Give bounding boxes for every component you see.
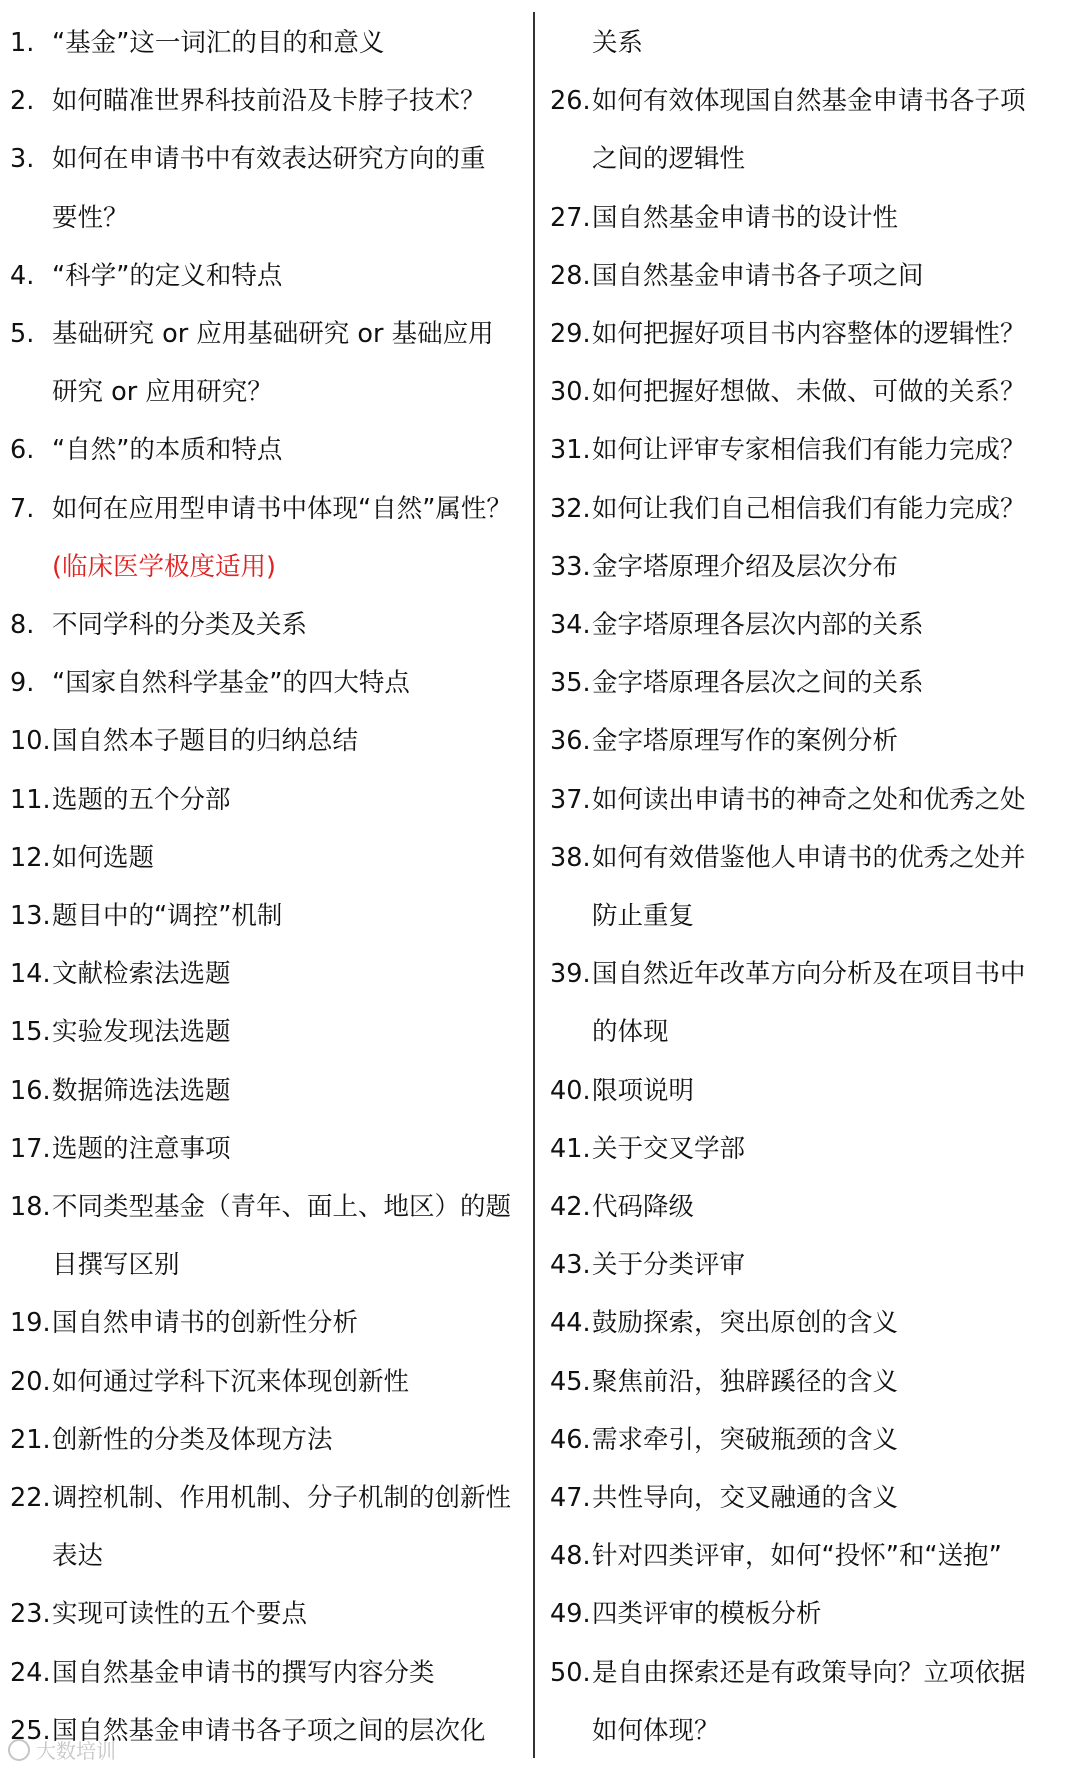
item-text: “科学”的定义和特点	[52, 260, 283, 291]
item-text: 防止重复	[592, 901, 695, 932]
list-item	[550, 887, 1072, 945]
list-item	[10, 945, 526, 1003]
item-number: 22.	[10, 1483, 51, 1514]
list-item	[550, 538, 1072, 596]
item-text: 研究 or 应用研究？	[52, 377, 273, 408]
item-text: 关于分类评审	[592, 1250, 746, 1281]
left-column	[10, 14, 526, 1760]
item-number: 49.	[550, 1599, 591, 1630]
item-number: 43.	[550, 1250, 591, 1281]
item-text: 如何把握好项目书内容整体的逻辑性？	[592, 319, 1026, 350]
item-number: 42.	[550, 1192, 591, 1223]
item-number: 33.	[550, 551, 591, 582]
item-number: 16.	[10, 1075, 51, 1106]
item-text: 金字塔原理介绍及层次分布	[592, 551, 899, 582]
item-text: 代码降级	[592, 1192, 695, 1223]
list-item	[10, 1062, 526, 1120]
item-number: 15.	[10, 1017, 51, 1048]
list-item	[10, 654, 526, 712]
list-item	[10, 771, 526, 829]
item-number: 38.	[550, 842, 591, 873]
list-item	[10, 1585, 526, 1643]
item-text: 金字塔原理写作的案例分析	[592, 726, 899, 757]
item-number: 36.	[550, 726, 591, 757]
list-item	[10, 1294, 526, 1352]
item-text: 数据筛选法选题	[52, 1075, 231, 1106]
item-text: 限项说明	[592, 1075, 695, 1106]
item-text: 如何在申请书中有效表达研究方向的重	[52, 144, 486, 175]
list-item	[550, 1702, 1072, 1760]
list-item	[10, 480, 526, 538]
item-number: 24.	[10, 1657, 51, 1688]
item-number	[10, 363, 52, 421]
list-item	[10, 596, 526, 654]
list-item	[10, 1644, 526, 1702]
item-number: 29.	[550, 319, 591, 350]
item-text: 如何在应用型申请书中体现“自然”属性？	[52, 493, 512, 524]
right-column	[550, 14, 1072, 1760]
item-text: 如何瞄准世界科技前沿及卡脖子技术？	[52, 86, 486, 117]
item-number: 44.	[550, 1308, 591, 1339]
item-number: 28.	[550, 260, 591, 291]
item-text: 关系	[592, 28, 644, 58]
list-item	[10, 1411, 526, 1469]
item-number	[550, 887, 592, 945]
list-item	[550, 1062, 1072, 1120]
list-item	[550, 1003, 1072, 1061]
item-text: 是自由探索还是有政策导向？立项依据	[592, 1657, 1026, 1688]
list-item	[550, 1353, 1072, 1411]
item-text: 如何让评审专家相信我们有能力完成？	[592, 435, 1026, 466]
list-item	[10, 1527, 526, 1585]
item-number	[550, 1702, 592, 1760]
item-number: 25.	[10, 1715, 51, 1746]
list-item	[10, 421, 526, 479]
item-text: 关于交叉学部	[592, 1133, 746, 1164]
item-number	[10, 189, 52, 247]
item-number: 31.	[550, 435, 591, 466]
item-text: 选题的五个分部	[52, 784, 231, 815]
item-number	[550, 1003, 592, 1061]
item-text: 调控机制、作用机制、分子机制的创新性	[52, 1483, 512, 1514]
list-item	[10, 1236, 526, 1294]
item-number: 11.	[10, 784, 51, 815]
watermark	[8, 1735, 116, 1764]
list-item	[550, 771, 1072, 829]
list-item	[550, 1469, 1072, 1527]
list-item	[550, 72, 1072, 130]
list-item	[550, 1411, 1072, 1469]
list-item	[550, 130, 1072, 188]
item-text: “自然”的本质和特点	[52, 435, 283, 466]
item-number: 1.	[10, 28, 35, 58]
item-text: 如何体现？	[592, 1715, 720, 1746]
item-number: 21.	[10, 1424, 51, 1455]
item-number: 19.	[10, 1308, 51, 1339]
item-text: 国自然基金申请书各子项之间的层次化	[52, 1715, 486, 1746]
item-number: 5.	[10, 319, 35, 350]
list-item	[10, 363, 526, 421]
list-item	[550, 1644, 1072, 1702]
list-item	[10, 14, 526, 72]
item-text: 国自然基金申请书的设计性	[592, 202, 899, 233]
list-item	[550, 596, 1072, 654]
item-text: 针对四类评审，如何“投怀”和“送抱”	[592, 1541, 1002, 1572]
list-item	[10, 1003, 526, 1061]
item-number: 13.	[10, 901, 51, 932]
list-item	[550, 1236, 1072, 1294]
list-item	[10, 247, 526, 305]
watermark-logo-icon	[8, 1739, 30, 1761]
list-item	[10, 712, 526, 770]
item-text: 需求牵引，突破瓶颈的含义	[592, 1424, 899, 1455]
item-text: 要性？	[52, 202, 129, 233]
list-item	[550, 305, 1072, 363]
item-text: 目撰写区别	[52, 1250, 180, 1281]
item-text: 创新性的分类及体现方法	[52, 1424, 333, 1455]
item-text: 共性导向，交叉融通的含义	[592, 1483, 899, 1514]
item-text: 如何把握好想做、未做、可做的关系？	[592, 377, 1026, 408]
item-number: 23.	[10, 1599, 51, 1630]
item-number: 18.	[10, 1192, 51, 1223]
item-number	[550, 14, 592, 72]
list-item	[550, 945, 1072, 1003]
item-text: 不同学科的分类及关系	[52, 610, 308, 641]
list-item	[10, 1469, 526, 1527]
item-text: 金字塔原理各层次内部的关系	[592, 610, 924, 641]
list-item	[550, 654, 1072, 712]
item-text: 基础研究 or 应用基础研究 or 基础应用	[52, 319, 494, 350]
item-number: 26.	[550, 86, 591, 117]
list-item	[10, 189, 526, 247]
list-item	[10, 887, 526, 945]
item-number: 45.	[550, 1366, 591, 1397]
item-text: 如何通过学科下沉来体现创新性	[52, 1366, 410, 1397]
item-text: 选题的注意事项	[52, 1133, 231, 1164]
item-text: 题目中的“调控”机制	[52, 901, 283, 932]
list-item	[550, 1527, 1072, 1585]
item-number	[550, 130, 592, 188]
list-item	[10, 829, 526, 887]
watermark-text: 大数培训	[36, 1739, 116, 1763]
item-number	[10, 1236, 52, 1294]
item-text: 如何有效体现国自然基金申请书各子项	[592, 86, 1026, 117]
list-item	[550, 1120, 1072, 1178]
item-number: 6.	[10, 435, 35, 466]
list-item	[550, 247, 1072, 305]
item-text: 如何有效借鉴他人申请书的优秀之处并	[592, 842, 1026, 873]
item-text: “基金”这一词汇的目的和意义	[52, 28, 385, 58]
list-item	[550, 1178, 1072, 1236]
list-item	[10, 1178, 526, 1236]
column-divider	[533, 12, 535, 1758]
list-item	[550, 1585, 1072, 1643]
item-text: 聚焦前沿，独辟蹊径的含义	[592, 1366, 899, 1397]
item-text: 文献检索法选题	[52, 959, 231, 990]
item-number: 32.	[550, 493, 591, 524]
item-text: 金字塔原理各层次之间的关系	[592, 668, 924, 699]
list-item	[550, 1294, 1072, 1352]
list-item	[550, 363, 1072, 421]
list-item	[550, 829, 1072, 887]
item-number: 14.	[10, 959, 51, 990]
item-number: 4.	[10, 260, 35, 291]
item-number: 39.	[550, 959, 591, 990]
list-item	[10, 72, 526, 130]
item-number: 17.	[10, 1133, 51, 1164]
list-item	[550, 421, 1072, 479]
item-number	[10, 538, 52, 596]
item-text: 国自然基金申请书各子项之间	[592, 260, 924, 291]
list-item-note	[10, 538, 526, 596]
list-item	[550, 712, 1072, 770]
item-text: 国自然基金申请书的撰写内容分类	[52, 1657, 435, 1688]
list-item	[10, 130, 526, 188]
item-number	[10, 1527, 52, 1585]
item-number: 37.	[550, 784, 591, 815]
item-note: (临床医学极度适用)	[52, 551, 276, 582]
item-number: 46.	[550, 1424, 591, 1455]
item-text: 不同类型基金（青年、面上、地区）的题	[52, 1192, 512, 1223]
item-number: 12.	[10, 842, 51, 873]
item-text: 国自然近年改革方向分析及在项目书中	[592, 959, 1026, 990]
item-number: 34.	[550, 610, 591, 641]
item-text: 实现可读性的五个要点	[52, 1599, 308, 1630]
list-item	[550, 480, 1072, 538]
list-item	[550, 14, 1072, 72]
list-item	[10, 1120, 526, 1178]
item-text: 表达	[52, 1541, 104, 1572]
list-item	[550, 189, 1072, 247]
item-number: 2.	[10, 86, 35, 117]
item-text: 如何读出申请书的神奇之处和优秀之处	[592, 784, 1026, 815]
item-number: 9.	[10, 668, 35, 699]
item-number: 35.	[550, 668, 591, 699]
item-number: 40.	[550, 1075, 591, 1106]
item-number: 30.	[550, 377, 591, 408]
item-text: “国家自然科学基金”的四大特点	[52, 668, 410, 699]
item-number: 8.	[10, 610, 35, 641]
item-number: 27.	[550, 202, 591, 233]
item-number: 3.	[10, 144, 35, 175]
item-text: 如何让我们自己相信我们有能力完成？	[592, 493, 1026, 524]
item-text: 实验发现法选题	[52, 1017, 231, 1048]
list-item	[10, 305, 526, 363]
item-number: 41.	[550, 1133, 591, 1164]
item-number: 48.	[550, 1541, 591, 1572]
item-number: 10.	[10, 726, 51, 757]
item-text: 如何选题	[52, 842, 155, 873]
item-number: 7.	[10, 493, 35, 524]
item-number: 47.	[550, 1483, 591, 1514]
item-text: 之间的逻辑性	[592, 144, 746, 175]
item-text: 国自然本子题目的归纳总结	[52, 726, 359, 757]
item-text: 四类评审的模板分析	[592, 1599, 822, 1630]
item-text: 国自然申请书的创新性分析	[52, 1308, 359, 1339]
item-text: 鼓励探索，突出原创的含义	[592, 1308, 899, 1339]
item-number: 20.	[10, 1366, 51, 1397]
item-number: 50.	[550, 1657, 591, 1688]
item-text: 的体现	[592, 1017, 669, 1048]
list-item	[10, 1353, 526, 1411]
